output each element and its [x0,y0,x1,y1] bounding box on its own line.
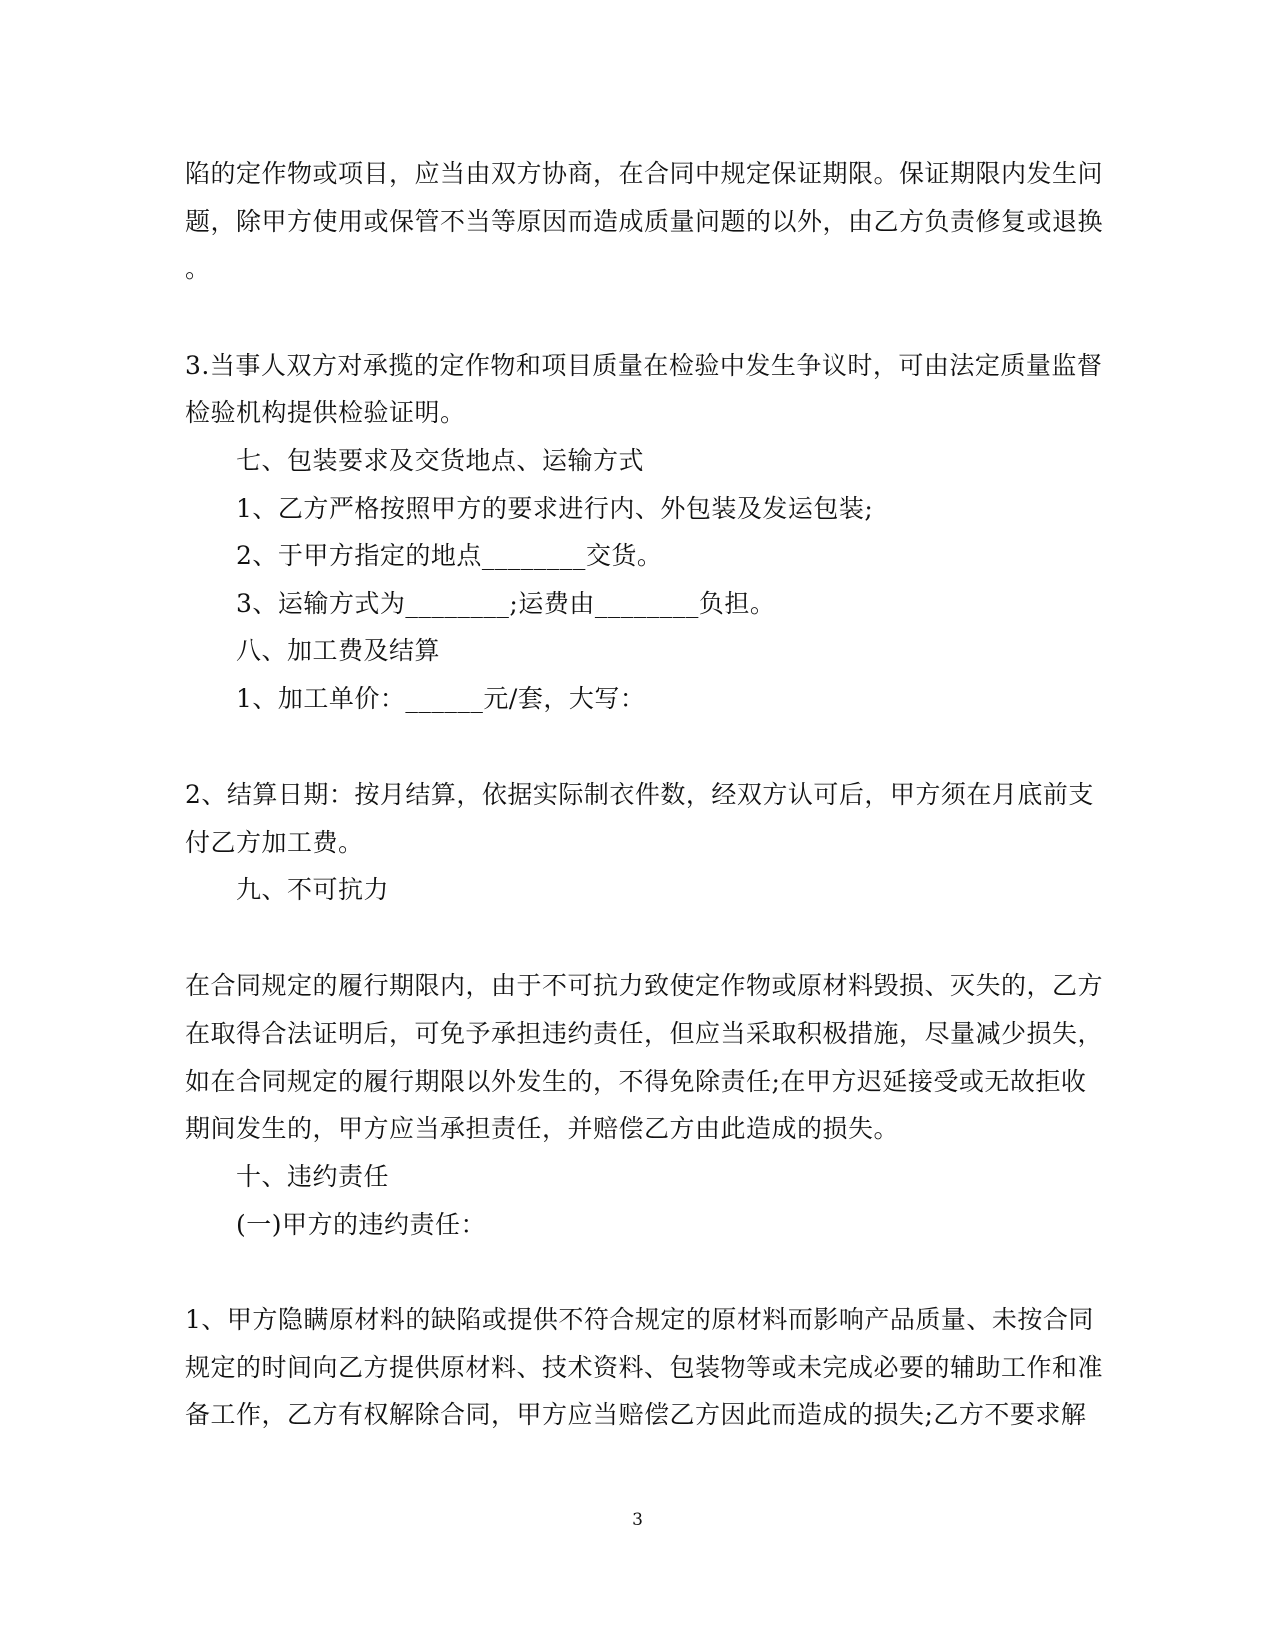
paragraph-line: 在取得合法证明后，可免予承担违约责任，但应当采取积极措施，尽量减少损失， [185,1019,1104,1048]
clause-line: 2、于甲方指定的地点________交货。 [236,541,663,570]
paragraph-line: 题，除甲方使用或保管不当等原因而造成质量问题的以外，由乙方负责修复或退换 [185,207,1104,236]
paragraph-line: 规定的时间向乙方提供原材料、技术资料、包装物等或未完成必要的辅助工作和准 [185,1353,1104,1382]
paragraph-line: 检验机构提供检验证明。 [185,398,466,427]
paragraph-line: 2、结算日期：按月结算，依据实际制衣件数，经双方认可后，甲方须在月底前支 [185,780,1094,809]
paragraph-line: 备工作，乙方有权解除合同，甲方应当赔偿乙方因此而造成的损失;乙方不要求解 [185,1400,1087,1429]
paragraph-line: 陷的定作物或项目，应当由双方协商，在合同中规定保证期限。保证期限内发生问 [185,159,1104,188]
clause-line: 1、加工单价：______元/套，大写： [236,684,646,713]
clause-line: 3、运输方式为________;运费由________负担。 [236,589,776,618]
paragraph-line: 期间发生的，甲方应当承担责任，并赔偿乙方由此造成的损失。 [185,1114,900,1143]
paragraph-line: 付乙方加工费。 [185,828,364,857]
paragraph-line: 1、甲方隐瞒原材料的缺陷或提供不符合规定的原材料而影响产品质量、未按合同 [185,1305,1094,1334]
page-number: 3 [632,1510,643,1530]
paragraph-line: 如在合同规定的履行期限以外发生的，不得免除责任;在甲方迟延接受或无故拒收 [185,1067,1087,1096]
paragraph-line: 3.当事人双方对承揽的定作物和项目质量在检验中发生争议时，可由法定质量监督 [185,351,1103,380]
section-heading-packaging: 七、包装要求及交货地点、运输方式 [236,446,645,475]
clause-line: 1、乙方严格按照甲方的要求进行内、外包装及发运包装; [236,494,874,523]
section-heading-liability: 十、违约责任 [236,1162,390,1191]
paragraph-line: 在合同规定的履行期限内，由于不可抗力致使定作物或原材料毁损、灭失的，乙方 [185,971,1104,1000]
section-heading-force-majeure: 九、不可抗力 [236,875,390,904]
section-heading-processing-fee: 八、加工费及结算 [236,636,441,665]
paragraph-line: 。 [185,254,211,283]
subsection-heading: (一)甲方的违约责任： [236,1210,487,1239]
